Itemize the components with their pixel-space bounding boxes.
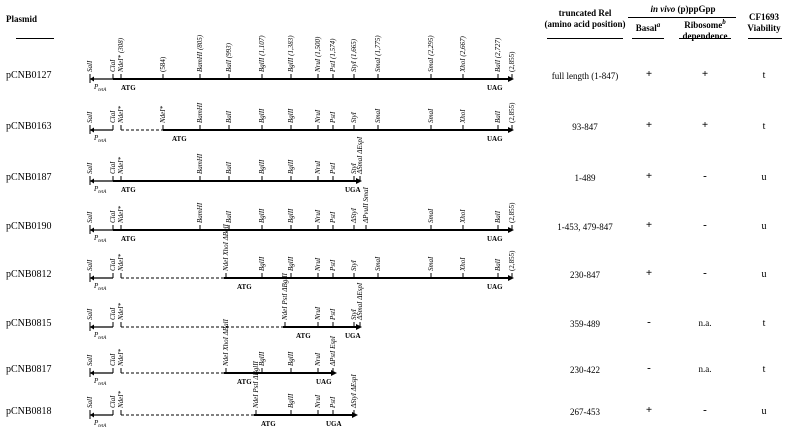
restriction-site-label: XhoI [459, 209, 467, 223]
restriction-site-label: PstI [329, 308, 337, 320]
map-promoter-arrow [90, 179, 94, 184]
viability-header-line1: CF1693 [749, 12, 779, 22]
restriction-site-label: SmaI [427, 256, 435, 271]
restriction-site-label: NdeI* [117, 156, 125, 174]
restriction-site-label: SmaI [374, 108, 382, 123]
promoter-label: $P_{tetA}$ [94, 83, 107, 93]
invivo-prefix: in vivo [650, 4, 676, 14]
restriction-site-label: ΔSmaI ΔEspI [356, 282, 364, 320]
restriction-site-label: ΔPvuII SmaI [362, 187, 370, 223]
restriction-site-label: PstI [329, 211, 337, 223]
map-end-arrow [331, 370, 337, 376]
promoter-label: $P_{tetA}$ [94, 282, 107, 292]
row-plasmid-name: pCNB0163 [6, 121, 52, 132]
promoter-label-subscript: tetA [98, 287, 107, 292]
codon-label: UGA [345, 332, 361, 340]
restriction-site-label: BamHI [196, 102, 204, 123]
restriction-site-label: SmaI [374, 256, 382, 271]
codon-label: ATG [261, 420, 276, 428]
restriction-site-label: NdeI* [117, 302, 125, 320]
restriction-site-label: BglII [287, 108, 295, 123]
map-end-arrow [352, 412, 358, 418]
row-viability-value: t [762, 364, 766, 375]
row-truncated-range: 359-489 [570, 319, 600, 329]
restriction-site-label: SalI [86, 162, 94, 174]
truncated-header-line1: truncated Rel [558, 8, 612, 18]
map-end-arrow [508, 227, 514, 233]
restriction-site-label: NdeI* [117, 348, 125, 366]
restriction-site-label: ClaI [109, 353, 117, 366]
restriction-site-label: ClaI [109, 59, 117, 72]
row-plasmid-name: pCNB0812 [6, 269, 52, 280]
restriction-site-label: NdeI* (308) [117, 37, 125, 72]
restriction-site-label: ClaI [109, 210, 117, 223]
codon-label: ATG [121, 84, 136, 92]
row-basal-value: + [645, 68, 653, 80]
restriction-site-label: NdeI XhoI ΔBalI [222, 319, 230, 366]
row-viability-value: u [761, 269, 767, 280]
codon-label: UAG [487, 135, 503, 143]
row-viability-value: t [762, 70, 766, 81]
restriction-site-label: BglII [287, 393, 295, 408]
plasmid-map [86, 34, 516, 93]
ribosome-footnote-marker: b [722, 18, 726, 26]
codon-label: ATG [172, 135, 187, 143]
plasmid-map [86, 360, 358, 429]
restriction-site-label: ClaI [109, 258, 117, 271]
restriction-site-label: NdeI* [117, 253, 125, 271]
row-ribosome-value: - [703, 170, 707, 182]
map-promoter-arrow [90, 77, 94, 82]
map-promoter-arrow [90, 325, 94, 330]
restriction-site-label: ΔStyI [350, 208, 358, 223]
restriction-site-label: StyI [350, 163, 358, 174]
row-basal-value: - [647, 316, 651, 328]
restriction-site-label: BglII [258, 256, 266, 271]
row-viability-value: u [761, 406, 767, 417]
restriction-site-label: PstI [329, 259, 337, 271]
row-plasmid-name: pCNB0815 [6, 318, 52, 329]
map-promoter-arrow [90, 128, 94, 133]
restriction-site-label: ClaI [109, 395, 117, 408]
row-truncated-range: 230-422 [570, 365, 600, 375]
restriction-site-label: (2,855) [508, 102, 516, 123]
restriction-site-label: BalI [225, 110, 233, 123]
basal-footnote-marker: a [656, 21, 661, 29]
row-plasmid-name: pCNB0127 [6, 70, 52, 81]
restriction-site-label: BglII [258, 159, 266, 174]
restriction-site-label: BamHI (805) [196, 34, 204, 72]
restriction-site-label: BglII [258, 208, 266, 223]
row-basal-value: + [645, 219, 653, 231]
basal-header-text: Basal [635, 23, 657, 33]
restriction-site-label: NdeI* [117, 390, 125, 408]
viability-header-line2: Viability [747, 23, 781, 33]
codon-label: UGA [326, 420, 342, 428]
restriction-site-label: SalI [86, 60, 94, 72]
promoter-label-subscript: tetA [98, 424, 107, 429]
invivo-suffix: (p)ppGpp [675, 4, 716, 14]
codon-label: UAG [487, 283, 503, 291]
restriction-site-label: PstI (1,574) [329, 38, 337, 72]
restriction-site-label: StyI [350, 260, 358, 271]
row-ribosome-value: n.a. [698, 364, 712, 374]
promoter-label-subscript: tetA [98, 239, 107, 244]
row-viability-value: u [761, 221, 767, 232]
restriction-site-label: SalI [86, 396, 94, 408]
map-promoter-arrow [90, 413, 94, 418]
restriction-site-label: PstI [329, 162, 337, 174]
restriction-site-label: NruI [314, 394, 322, 408]
plasmid-map [86, 223, 516, 292]
restriction-site-label: BalI (993) [225, 43, 233, 72]
ribosome-header-line2: dependence [682, 31, 728, 41]
restriction-site-label: BglII [287, 256, 295, 271]
restriction-site-label: XhoI (2,667) [459, 36, 467, 72]
restriction-site-label: StyI [350, 309, 358, 320]
promoter-label-subscript: tetA [98, 336, 107, 341]
row-truncated-range: full length (1-847) [551, 71, 619, 81]
codon-label: ATG [296, 332, 311, 340]
codon-label: ATG [121, 235, 136, 243]
restriction-site-label: NruI [314, 209, 322, 223]
restriction-site-label: PstI [329, 396, 337, 408]
restriction-site-label: BglII [287, 351, 295, 366]
ribosome-header-line1: Ribosome [684, 20, 723, 30]
promoter-label-subscript: tetA [98, 382, 107, 387]
promoter-label: $P_{tetA}$ [94, 331, 107, 341]
restriction-site-label: SalI [86, 211, 94, 223]
restriction-site-label: BamHI [196, 202, 204, 223]
restriction-site-label: BalI [225, 210, 233, 223]
restriction-site-label: NdeI PstI ΔBglII [252, 361, 260, 408]
restriction-site-label: NruI (1,500) [314, 36, 322, 72]
truncated-header-line2: (amino acid position) [544, 19, 626, 29]
map-promoter-arrow [90, 276, 94, 281]
row-ribosome-value: - [703, 404, 707, 416]
restriction-site-label: NdeI PstI ΔBglII [281, 273, 289, 320]
restriction-site-label: BglII (1,383) [287, 35, 295, 72]
restriction-site-label: (2,855) [508, 202, 516, 223]
plasmid-map [86, 318, 337, 387]
restriction-site-label: ΔSmaI ΔEspI [356, 136, 364, 174]
row-truncated-range: 267-453 [570, 407, 600, 417]
map-promoter-arrow [90, 228, 94, 233]
restriction-site-label: BamHI [196, 153, 204, 174]
restriction-site-label: SalI [86, 259, 94, 271]
restriction-site-label: NruI [314, 109, 322, 123]
map-promoter-arrow [90, 371, 94, 376]
map-end-arrow [356, 178, 362, 184]
row-ribosome-value: n.a. [698, 318, 712, 328]
plasmid-map [86, 136, 364, 195]
promoter-label-subscript: tetA [98, 190, 107, 195]
restriction-site-label: BalI [225, 161, 233, 174]
restriction-site-label: SalI [86, 308, 94, 320]
promoter-label: $P_{tetA}$ [94, 185, 107, 195]
row-truncated-range: 93-847 [572, 122, 598, 132]
restriction-site-label: BglII [287, 159, 295, 174]
restriction-site-label: NdeI* [117, 205, 125, 223]
restriction-site-label: ΔPstI EspI [329, 336, 337, 366]
map-end-arrow [508, 275, 514, 281]
row-plasmid-name: pCNB0187 [6, 172, 52, 183]
restriction-site-label: ΔStyI ΔEspI [350, 374, 358, 408]
restriction-site-label: ClaI [109, 307, 117, 320]
restriction-site-label: SalI [86, 111, 94, 123]
restriction-site-label: NdeI XhoI ΔBalI [222, 224, 230, 271]
restriction-site-label: NruI [314, 352, 322, 366]
codon-label: ATG [237, 378, 252, 386]
restriction-site-label: SmaI [427, 208, 435, 223]
map-end-arrow [356, 324, 362, 330]
row-viability-value: t [762, 318, 766, 329]
restriction-site-label: StyI [350, 112, 358, 123]
row-basal-value: + [645, 404, 653, 416]
codon-label: UGA [345, 186, 361, 194]
promoter-label: $P_{tetA}$ [94, 134, 107, 144]
promoter-label: $P_{tetA}$ [94, 419, 107, 429]
codon-label: UAG [316, 378, 332, 386]
row-ribosome-value: + [701, 68, 709, 80]
restriction-site-label: (584) [159, 56, 167, 72]
map-end-arrow [508, 127, 514, 133]
restriction-site-label: BalI [494, 210, 502, 223]
restriction-site-label: NruI [314, 257, 322, 271]
restriction-site-label: StyI (1,665) [350, 38, 358, 72]
codon-label: ATG [237, 283, 252, 291]
plasmid-map [86, 102, 516, 144]
row-basal-value: + [645, 267, 653, 279]
row-ribosome-value: - [703, 267, 707, 279]
restriction-site-label: NdeI* [159, 105, 167, 123]
restriction-site-label: XhoI [459, 109, 467, 123]
restriction-site-label: NdeI* [117, 105, 125, 123]
restriction-site-label: BalI (2,727) [494, 37, 502, 72]
row-plasmid-name: pCNB0817 [6, 364, 52, 375]
row-basal-value: + [645, 119, 653, 131]
restriction-site-label: BglII (1,107) [258, 35, 266, 72]
restriction-site-label: BglII [258, 351, 266, 366]
row-truncated-range: 230-847 [570, 270, 600, 280]
codon-label: ATG [121, 186, 136, 194]
row-viability-value: t [762, 121, 766, 132]
row-ribosome-value: - [703, 219, 707, 231]
row-viability-value: u [761, 172, 767, 183]
row-truncated-range: 1-489 [574, 173, 596, 183]
restriction-site-label: BalI [494, 110, 502, 123]
row-plasmid-name: pCNB0818 [6, 406, 52, 417]
row-plasmid-name: pCNB0190 [6, 221, 52, 232]
promoter-label-subscript: tetA [98, 139, 107, 144]
restriction-site-label: ClaI [109, 110, 117, 123]
restriction-site-label: BglII [287, 208, 295, 223]
restriction-site-label: SmaI (1,775) [374, 35, 382, 72]
restriction-site-label: ClaI [109, 161, 117, 174]
restriction-site-label: BalI [494, 258, 502, 271]
restriction-site-label: NruI [314, 160, 322, 174]
codon-label: UAG [487, 84, 503, 92]
restriction-site-label: PstI [329, 111, 337, 123]
promoter-label: $P_{tetA}$ [94, 377, 107, 387]
restriction-site-label: XhoI [459, 257, 467, 271]
restriction-site-label: SmaI [427, 108, 435, 123]
restriction-site-label: (2,855) [508, 51, 516, 72]
promoter-label: $P_{tetA}$ [94, 234, 107, 244]
restriction-site-label: NruI [314, 306, 322, 320]
row-basal-value: + [645, 170, 653, 182]
codon-label: UAG [487, 235, 503, 243]
restriction-site-label: SalI [86, 354, 94, 366]
promoter-label-subscript: tetA [98, 88, 107, 93]
plasmid-map [86, 187, 516, 244]
plasmid-header-text: Plasmid [6, 14, 38, 24]
restriction-site-label: (2,855) [508, 250, 516, 271]
row-truncated-range: 1-453, 479-847 [557, 222, 613, 232]
restriction-site-label: BglII [258, 108, 266, 123]
row-ribosome-value: + [701, 119, 709, 131]
restriction-site-label: SmaI (2,295) [427, 35, 435, 72]
map-end-arrow [508, 76, 514, 82]
row-basal-value: - [647, 362, 651, 374]
